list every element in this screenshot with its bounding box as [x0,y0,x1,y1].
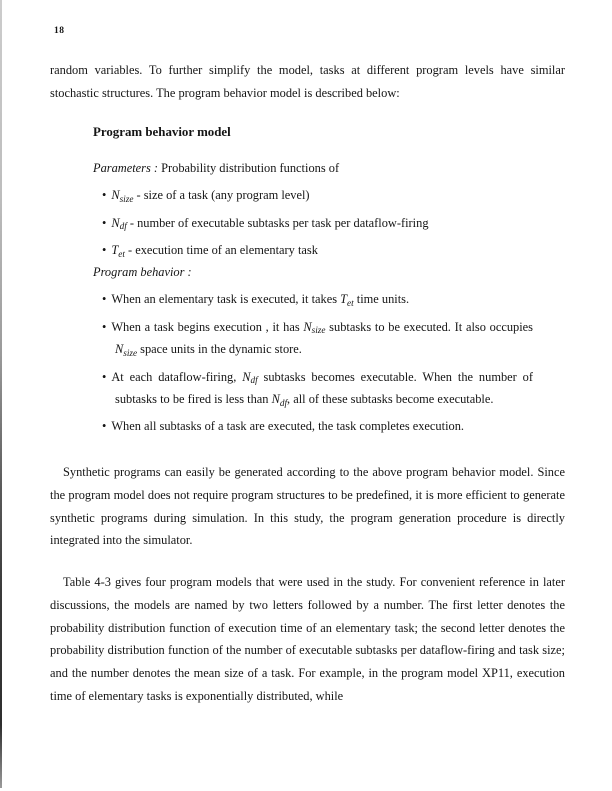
math-symbol-tet: $T_{et}$ [340,292,354,308]
behavior-item-1 [102,288,533,310]
behavior-label-italic: Program behavior : [93,265,192,279]
paragraph-synthetic-programs: Synthetic programs can easily be generated according to the above program behavior model. Since the program model does not require program structures to be predefined, it is more efficient to generate synthetic programs during simulation. In this study, the program generation procedure is directly integrated into the simulator. [50,465,565,548]
behavior-item-2 [102,316,533,361]
math-symbol-ndf: $N_{df}$ [242,369,258,386]
behavior-label [93,261,533,283]
page-number: 18 [54,26,65,36]
scan-edge-artifact [0,0,2,788]
param-desc: - execution time of an elementary task [124,243,318,258]
behavior-text: , all of these subtasks become executable. [287,392,494,407]
bullet-icon: • [102,188,107,203]
paragraph-table-4-3: Table 4-3 gives four program models that were used in the study. For convenient reference in later discussions, the models are named by two letters followed by a number. The first letter denotes the probability distribution function of execution time of an elementary task; the second letter denotes the probability distribution function of the number of executable subtasks per dataflow-firing and task size; and the number denotes the mean size of a task. For example, in the program model XP11, execution time of elementary tasks is exponentially distributed, while [50,575,565,703]
math-symbol-nsize: $N_{size}$ [303,319,326,336]
behavior-item-4 [102,415,533,437]
bullet-icon: • [102,215,107,230]
behavior-text: When all subtasks of a task are executed, the task completes execution. [111,419,465,434]
param-desc: - size of a task (any program level) [133,188,310,203]
behavior-text: time units. [353,292,410,307]
behavior-bullet-list [93,288,533,437]
param-item-tet [102,239,533,261]
math-symbol-nsize: $N_{size}$ [111,188,134,204]
model-heading: Program behavior model [93,125,231,139]
intro-paragraph: random variables. To further simplify the model, tasks at different program levels have similar stochastic structures. The program behavior model is described below: [50,63,565,100]
bullet-icon: • [102,292,107,307]
behavior-text: When a task begins execution , it has [111,319,304,334]
behavior-text: subtasks to be executed. It also occupies [325,319,533,334]
param-desc: - number of executable subtasks per task per dataflow-firing [126,215,429,230]
math-symbol-ndf: $N_{df}$ [271,392,288,408]
parameters-label [93,157,533,179]
parameters-label-rest: Probability distribution functions of [158,161,340,175]
bullet-icon: • [102,319,107,334]
parameters-bullet-list [93,184,533,261]
parameters-section [93,157,533,262]
math-symbol-tet: $T_{et}$ [111,243,125,259]
math-symbol-nsize: $N_{size}$ [115,342,138,358]
behavior-text: When an elementary task is executed, it takes [111,292,341,307]
param-item-nsize [102,184,533,206]
behavior-text: At each dataflow-firing, [111,369,243,384]
param-item-ndf [102,212,533,234]
bullet-icon: • [102,419,107,434]
bullet-icon: • [102,243,107,258]
behavior-item-3 [102,366,533,411]
behavior-text: space units in the dynamic store. [137,342,302,357]
behavior-text: subtasks becomes executable. When the number of subtasks to be fired is less than [115,369,533,407]
bullet-icon: • [102,369,107,384]
behavior-section [93,261,533,438]
math-symbol-ndf: $N_{df}$ [111,215,127,232]
parameters-label-italic: Parameters : [93,161,159,175]
